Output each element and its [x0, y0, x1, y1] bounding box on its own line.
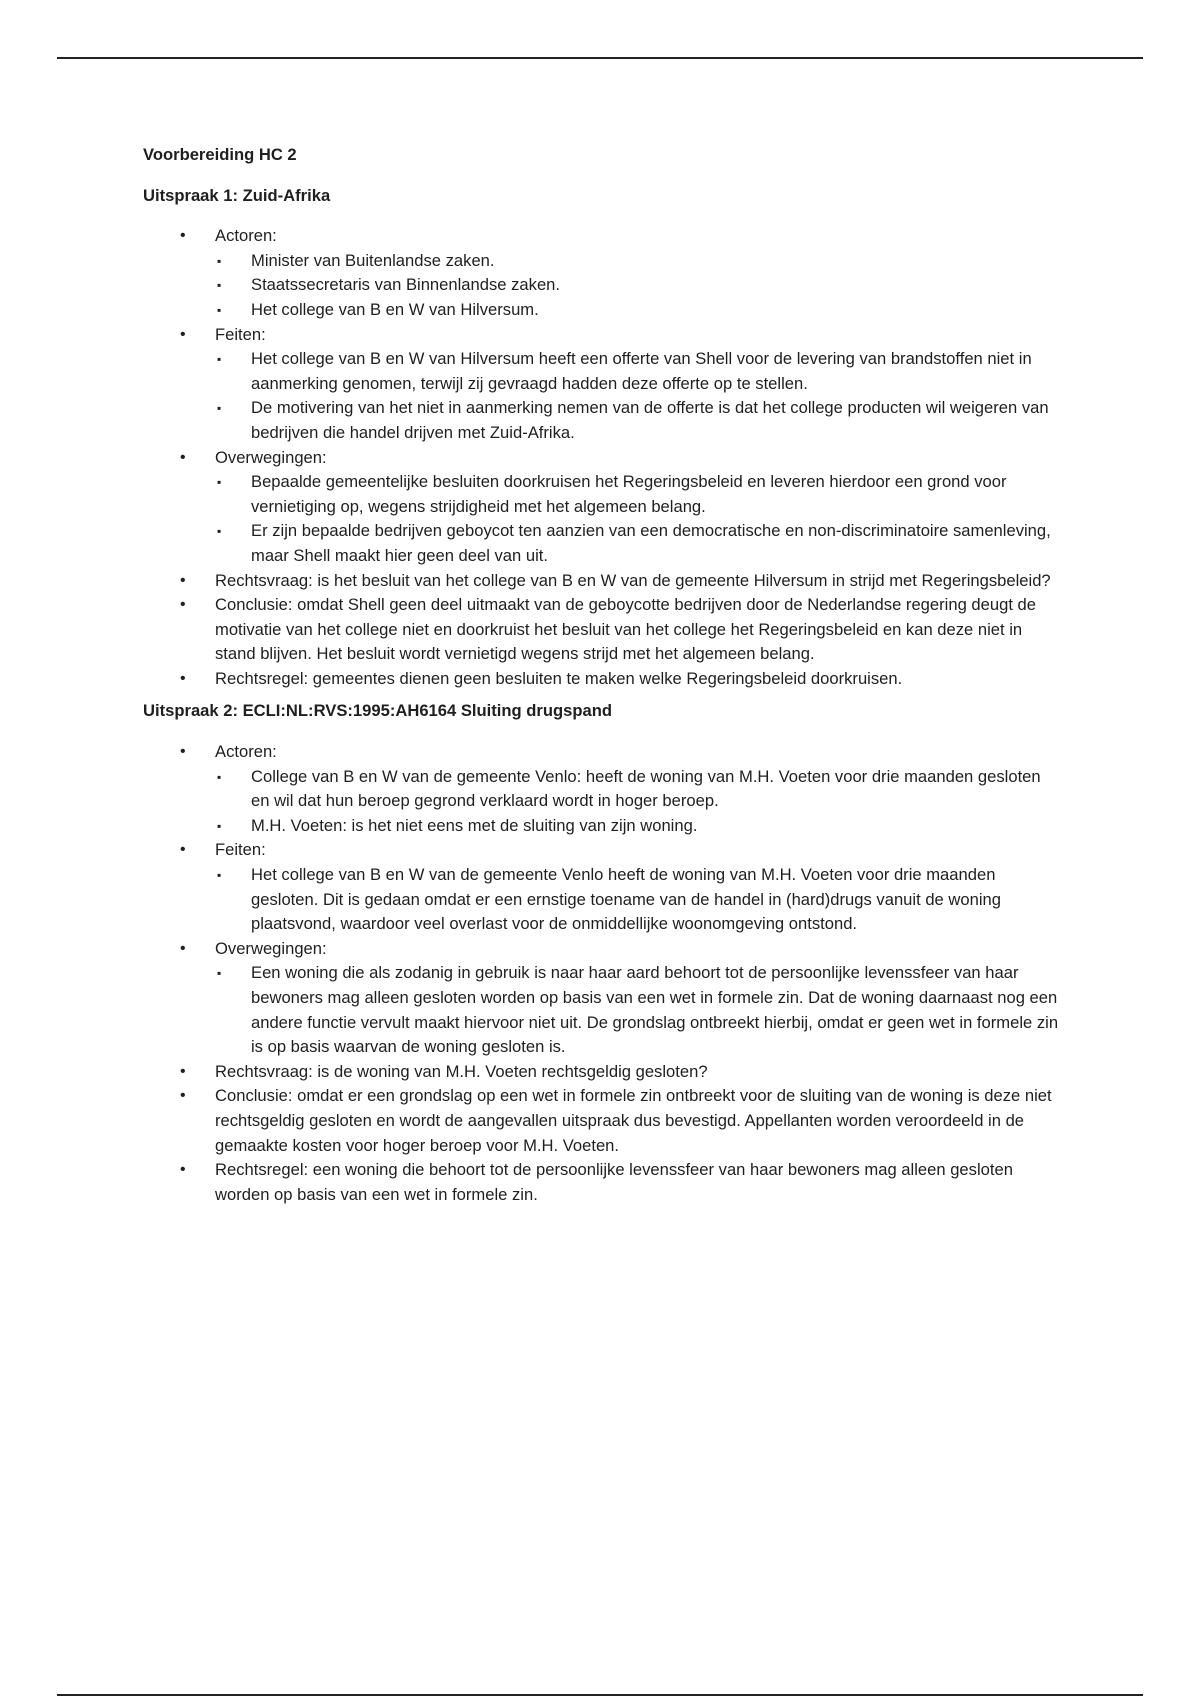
bullet-dot-icon: • [180, 939, 186, 957]
sub-list-item [215, 814, 1063, 839]
list-item-text: Feiten: [215, 840, 266, 860]
section-heading: Uitspraak 2: ECLI:NL:RVS:1995:AH6164 Sluiting drugspand [143, 701, 613, 721]
bullet-dot-icon: • [180, 448, 186, 466]
list-item [143, 569, 1063, 594]
sections-container [143, 184, 1063, 1208]
sub-list-item [215, 863, 1063, 937]
list-item-text: Conclusie: omdat er een grondslag op een wet in formele zin ontbreekt voor de sluiting van de woning is deze niet rechtsgeldig gesloten en wordt de aangevallen uitspraak dus bevestigd. Appellanten worden veroordeeld in de gemaakte kosten voor hoger beroep voor M.H. Voeten. [215, 1086, 1052, 1155]
bullet-dot-icon: • [180, 1087, 186, 1105]
section-list [143, 224, 1063, 691]
list-item-text: Feiten: [215, 324, 266, 344]
bullet-square-icon: ▪ [217, 302, 222, 317]
sub-list-item-text: Het college van B en W van de gemeente Venlo heeft de woning van M.H. Voeten voor drie maanden gesloten. Dit is gedaan omdat er een ernstige toename van de handel in (hard)drugs vanuit de woning plaatsvond, waardoor veel overlast voor de onmiddellijke woonomgeving ontstond. [251, 865, 1001, 934]
sub-list-item-text: Staatssecretaris van Binnenlandse zaken. [251, 275, 561, 295]
bullet-dot-icon: • [180, 596, 186, 614]
sub-list [215, 863, 1063, 937]
bullet-dot-icon: • [180, 1161, 186, 1179]
sub-list-item [215, 470, 1063, 519]
bullet-square-icon: ▪ [217, 475, 222, 490]
header-rule [57, 57, 1143, 59]
sub-list-item-text: Minister van Buitenlandse zaken. [251, 250, 495, 270]
list-item-text: Rechtsvraag: is de woning van M.H. Voeten rechtsgeldig gesloten? [215, 1061, 708, 1081]
bullet-square-icon: ▪ [217, 966, 222, 981]
list-item-text: Actoren: [215, 226, 277, 246]
sub-list-item [215, 298, 1063, 323]
document-title: Voorbereiding HC 2 [143, 145, 297, 164]
sub-list-item-text: Bepaalde gemeentelijke besluiten doorkruisen het Regeringsbeleid en leveren hierdoor een grond voor vernietiging op, wegens strijdigheid met het algemeen belang. [251, 472, 1007, 516]
section-heading: Uitspraak 1: Zuid-Afrika [143, 185, 331, 205]
sub-list-item [215, 396, 1063, 445]
section-list [143, 740, 1063, 1207]
sub-list-item-text: Het college van B en W van Hilversum heeft een offerte van Shell voor de levering van brandstoffen niet in aanmerking genomen, terwijl zij gevraagd hadden deze offerte op te stellen. [251, 349, 1032, 393]
bullet-dot-icon: • [180, 1062, 186, 1080]
sub-list-item [215, 249, 1063, 274]
list-item [143, 838, 1063, 936]
bullet-dot-icon: • [180, 743, 186, 761]
list-item-text: Rechtsregel: een woning die behoort tot de persoonlijke levenssfeer van haar bewoners mag alleen gesloten worden op basis van een wet in formele zin. [215, 1160, 1013, 1204]
bullet-dot-icon: • [180, 669, 186, 687]
list-item-text: Rechtsvraag: is het besluit van het college van B en W van de gemeente Hilversum in strijd met Regeringsbeleid? [215, 570, 1051, 590]
bullet-square-icon: ▪ [217, 253, 222, 268]
sub-list-item [215, 519, 1063, 568]
sub-list [215, 249, 1063, 323]
list-item [143, 740, 1063, 838]
sub-list-item [215, 961, 1063, 1059]
sub-list-item-text: Er zijn bepaalde bedrijven geboycot ten aanzien van een democratische en non-discriminatoire samenleving, maar Shell maakt hier geen deel van uit. [251, 521, 1051, 565]
sub-list-item-text: De motivering van het niet in aanmerking nemen van de offerte is dat het college producten wil weigeren van bedrijven die handel drijven met Zuid-Afrika. [251, 398, 1049, 442]
list-item [143, 1060, 1063, 1085]
bullet-square-icon: ▪ [217, 352, 222, 367]
list-item [143, 323, 1063, 446]
sub-list [215, 961, 1063, 1059]
bullet-dot-icon: • [180, 325, 186, 343]
list-item [143, 667, 1063, 692]
list-item-text: Overwegingen: [215, 938, 327, 958]
bullet-square-icon: ▪ [217, 278, 222, 293]
list-item-text: Rechtsregel: gemeentes dienen geen besluiten te maken welke Regeringsbeleid doorkruisen. [215, 668, 903, 688]
list-item [143, 1084, 1063, 1158]
bullet-square-icon: ▪ [217, 524, 222, 539]
list-item [143, 1158, 1063, 1207]
bullet-dot-icon: • [180, 227, 186, 245]
footer-rule [57, 1694, 1143, 1696]
sub-list-item-text: College van B en W van de gemeente Venlo: heeft de woning van M.H. Voeten voor drie maanden gesloten en wil dat hun beroep gegrond verklaard wordt in hoger beroep. [251, 766, 1041, 811]
sub-list-item-text: Het college van B en W van Hilversum. [251, 299, 539, 319]
bullet-square-icon: ▪ [217, 868, 222, 883]
bullet-square-icon: ▪ [217, 769, 222, 784]
list-item-text: Actoren: [215, 742, 277, 762]
sub-list [215, 765, 1063, 839]
sub-list [215, 347, 1063, 445]
bullet-dot-icon: • [180, 841, 186, 859]
document-body [143, 143, 1063, 1207]
bullet-square-icon: ▪ [217, 818, 222, 833]
sub-list-item-text: Een woning die als zodanig in gebruik is naar haar aard behoort tot de persoonlijke levenssfeer van haar bewoners mag alleen gesloten worden op basis van een wet in formele zin. Dat de woning daarnaast nog een andere functie vervult maakt hiervoor niet uit. De grondslag ontbreekt hierbij, omdat er geen wet in formele zin is op basis waarvan de woning gesloten is. [251, 963, 1059, 1057]
sub-list-item [215, 765, 1063, 814]
list-item [143, 446, 1063, 569]
sub-list-item [215, 273, 1063, 298]
bullet-dot-icon: • [180, 571, 186, 589]
sub-list [215, 470, 1063, 568]
sub-list-item-text: M.H. Voeten: is het niet eens met de sluiting van zijn woning. [251, 815, 698, 835]
list-item [143, 593, 1063, 667]
list-item [143, 224, 1063, 322]
list-item [143, 937, 1063, 1060]
sub-list-item [215, 347, 1063, 396]
bullet-square-icon: ▪ [217, 401, 222, 416]
list-item-text: Overwegingen: [215, 447, 327, 467]
list-item-text: Conclusie: omdat Shell geen deel uitmaakt van de geboycotte bedrijven door de Nederlandse regering deugt de motivatie van het college niet en doorkruist het besluit van het college het Regeringsbeleid en kan deze niet in stand blijven. Het besluit wordt vernietigd wegens strijd met het algemeen belang. [215, 595, 1037, 664]
